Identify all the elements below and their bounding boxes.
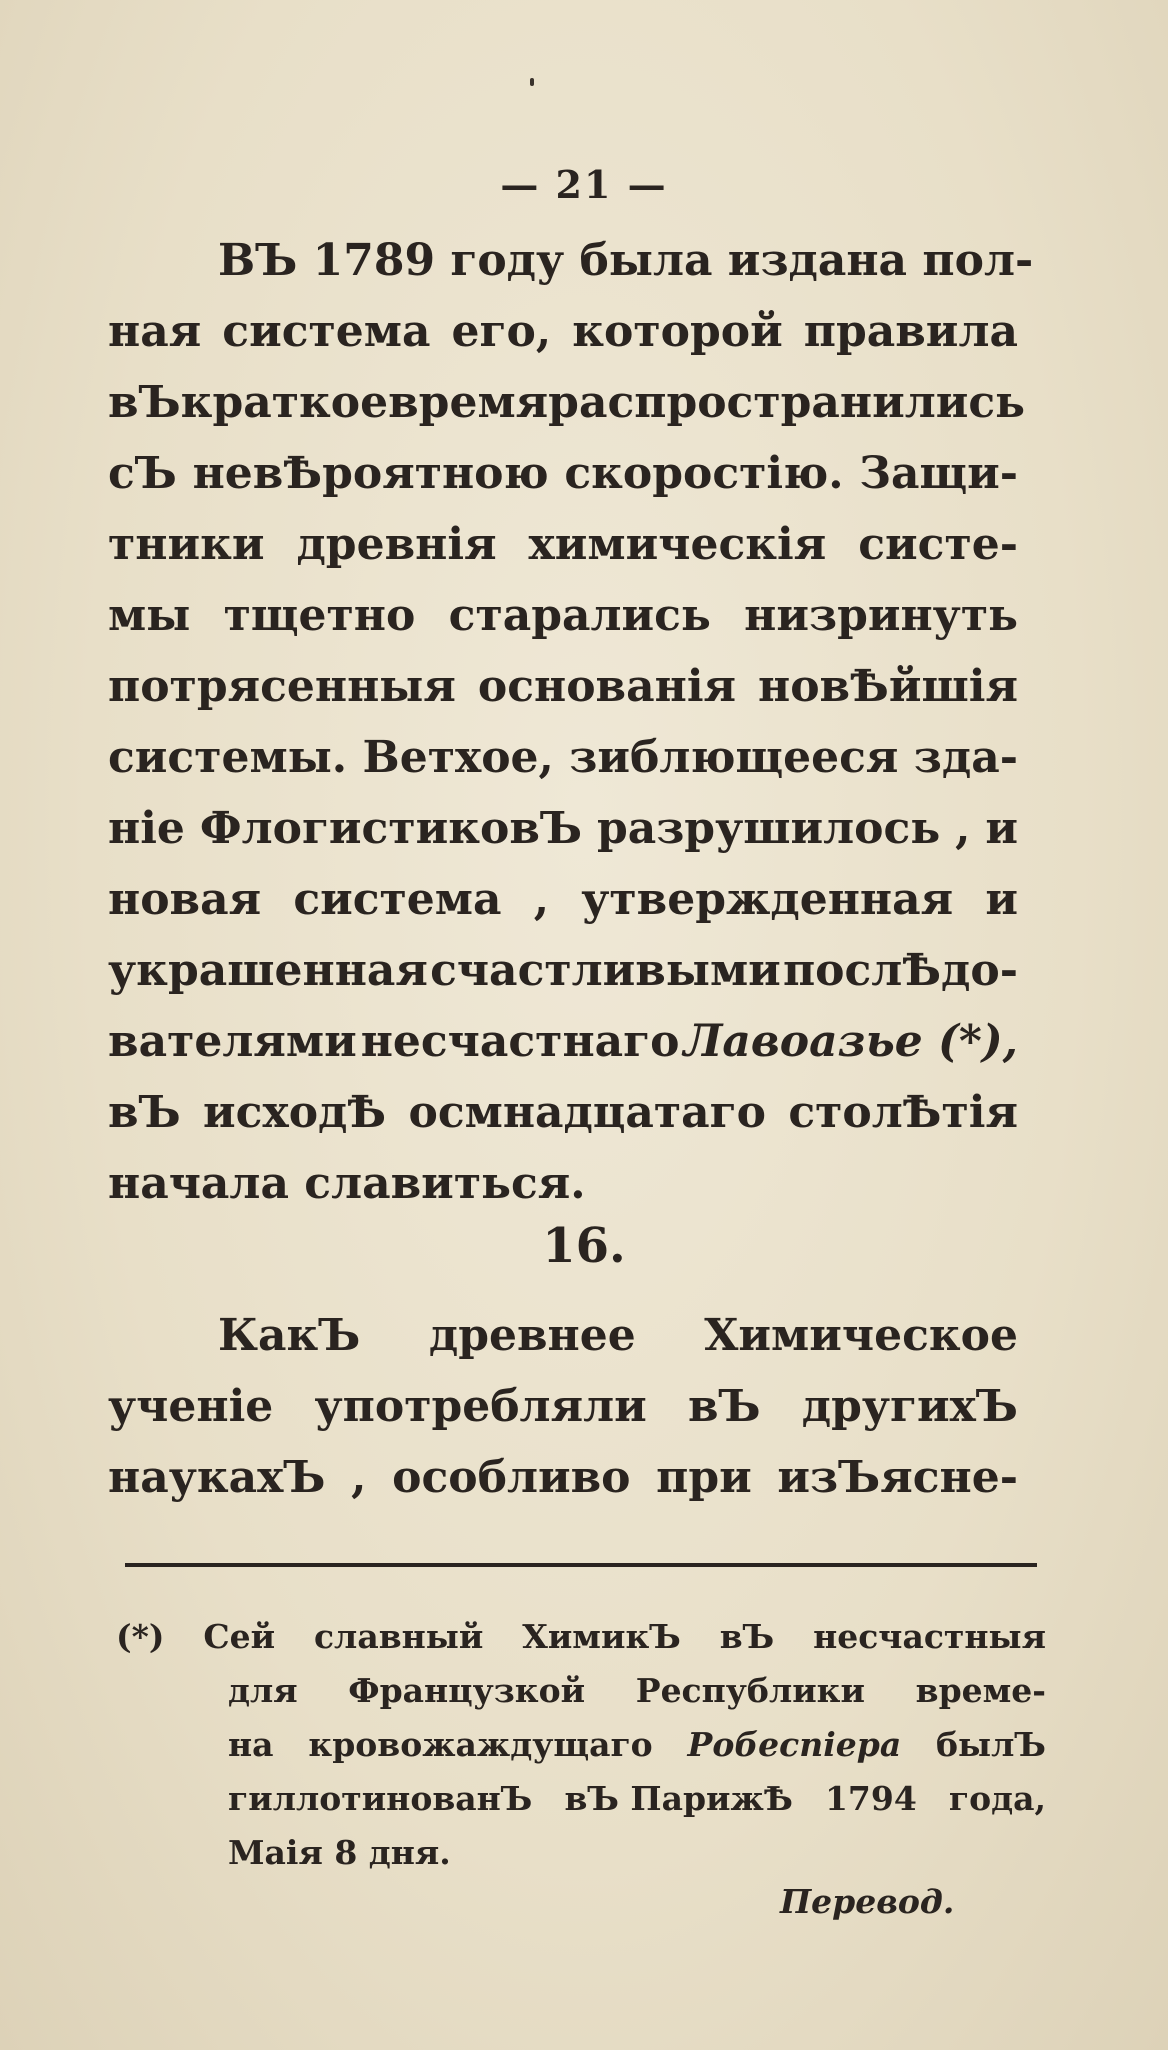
footnote-line: гиллотинованЪ вЪ ПарижѢ 1794 года, bbox=[228, 1779, 1046, 1818]
translator-note: Перевод. bbox=[780, 1882, 955, 1921]
text-line: вЪ исходѢ осмнадцатаго столѢтія bbox=[108, 1087, 1018, 1138]
footnote-line: на кровожаждущаго Робеспіера былЪ bbox=[116, 1718, 1046, 1772]
text-line: потрясенныя основанія новѢйшія bbox=[108, 661, 1018, 712]
footnote-line: (*) Сей славный ХимикЪ вЪ несчастныя bbox=[116, 1610, 1046, 1664]
text-line: украшенная счастливыми послѢдо- bbox=[108, 945, 1018, 996]
footnote-marker: (*) bbox=[116, 1617, 165, 1656]
footnote-line: Маія 8 дня. bbox=[228, 1833, 451, 1872]
text-line: ВЪ 1789 году была издана пол- bbox=[218, 235, 1034, 286]
paragraph-2 bbox=[108, 1300, 1018, 1513]
paragraph-1 bbox=[108, 225, 1034, 1219]
text-line: вЪ краткое время распространились bbox=[108, 377, 1026, 428]
text-line: начала славиться. bbox=[108, 1158, 586, 1209]
text-line: ученіе употребляли вЪ другихЪ bbox=[108, 1381, 1018, 1432]
section-number: 16. bbox=[542, 1218, 626, 1274]
footnote-divider bbox=[125, 1563, 1037, 1567]
text-line: ніе ФлогистиковЪ разрушилось , и bbox=[108, 803, 1018, 854]
text-line: вателями несчастнаго Лавоазье (*), bbox=[108, 1006, 1018, 1077]
text-line: новая система , утвержденная и bbox=[108, 874, 1018, 925]
ink-speck bbox=[530, 78, 534, 86]
page-number: — 21 — bbox=[500, 162, 668, 207]
text-line: КакЪ древнее Химическое bbox=[218, 1310, 1018, 1361]
text-line: ная система его, которой правила bbox=[108, 306, 1018, 357]
footnote bbox=[116, 1610, 1046, 1880]
text-line: наукахЪ , особливо при изЪясне- bbox=[108, 1452, 1018, 1503]
text-line: тники древнія химическія систе- bbox=[108, 519, 1018, 570]
text-line: сЪ невѢроятною скоростію. Защи- bbox=[108, 448, 1018, 499]
footnote-line: для Французкой Республики време- bbox=[228, 1671, 1046, 1710]
text-line: системы. Ветхое, зиблющееся зда- bbox=[108, 732, 1018, 783]
text-line: мы тщетно старались низринуть bbox=[108, 590, 1018, 641]
lavoisier-name: Лавоазье (*), bbox=[683, 1016, 1018, 1067]
robespierre-name: Робеспіера bbox=[687, 1725, 902, 1764]
